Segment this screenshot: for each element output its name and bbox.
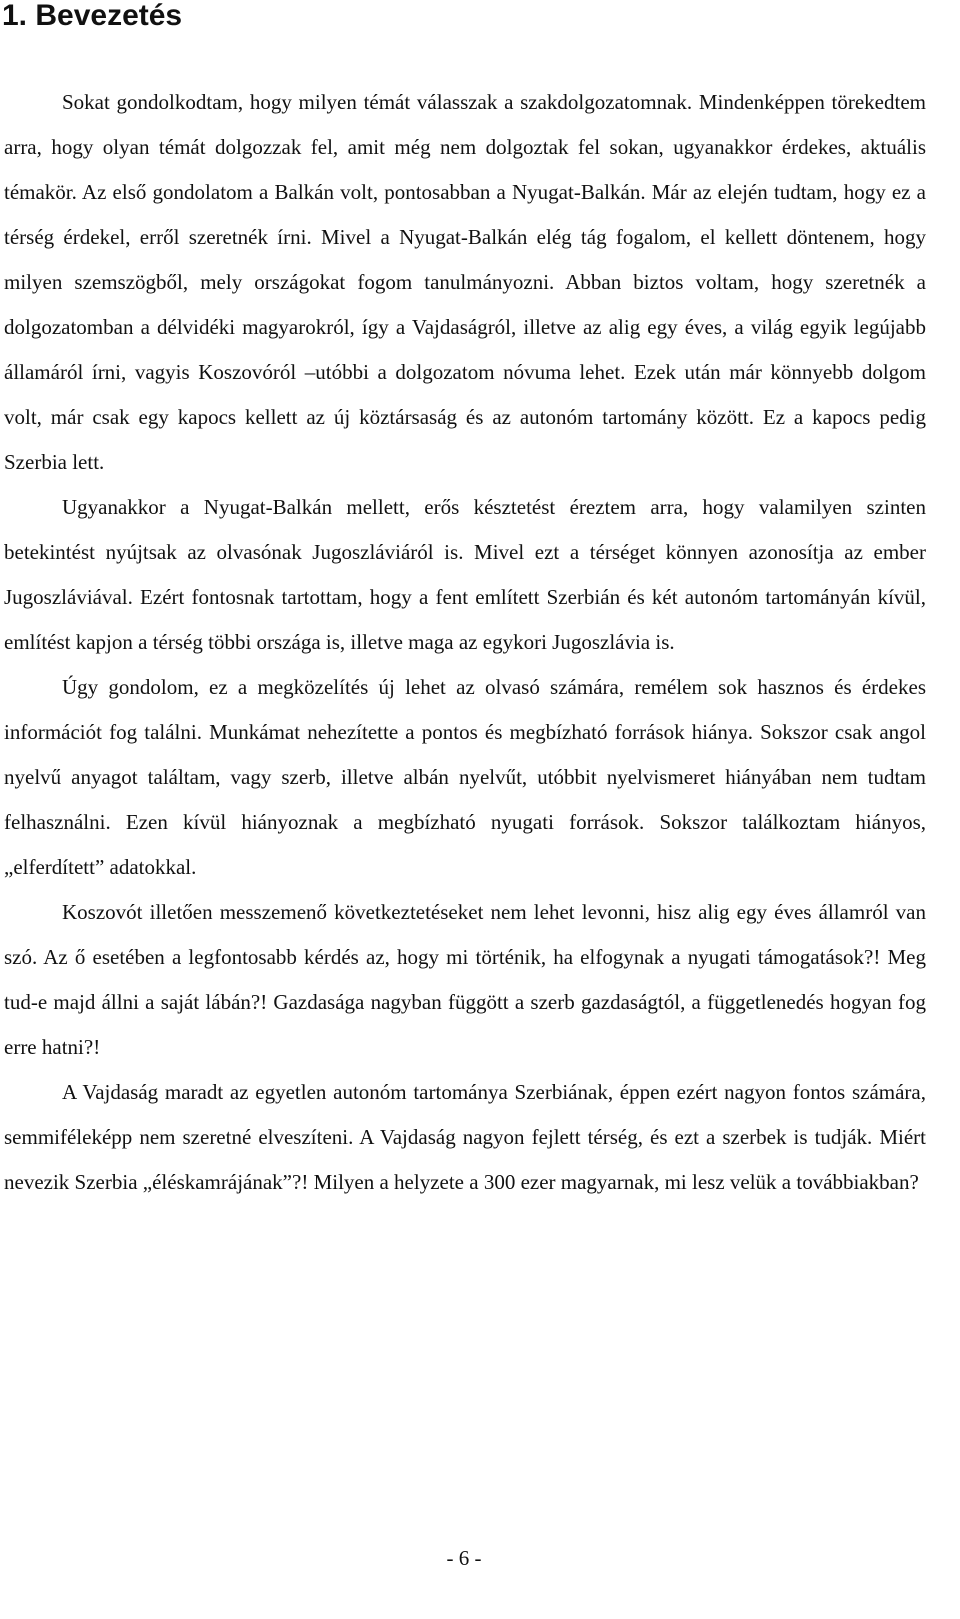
paragraph-1: Sokat gondolkodtam, hogy milyen témát válasszak a szakdolgozatomnak. Mindenképpen törekedtem arra, hogy olyan témát dolgozzak fel, amit még nem dolgoztak fel sokan, ugyanakkor érdekes, aktuális témakör. Az első gondolatom a Balkán volt, pontosabban a Nyugat-Balkán. Már az elején tudtam, hogy ez a térség érdekel, erről szeretnék írni. Mivel a Nyugat-Balkán elég tág fogalom, el kellett döntenem, hogy milyen szemszögből, mely országokat fogom tanulmányozni. Abban biztos voltam, hogy szeretnék a dolgozatomban a délvidéki magyarokról, így a Vajdaságról, illetve az alig egy éves, a világ egyik legújabb államáról írni, vagyis Koszovóról –utóbbi a dolgozatom nóvuma lehet. Ezek után már könnyebb dolgom volt, már csak egy kapocs kellett az új köztársaság és az autonóm tartomány között. Ez a kapocs pedig Szerbia lett. [4,90,926,474]
paragraph-4: Koszovót illetően messzemenő következtetéseket nem lehet levonni, hisz alig egy éves államról van szó. Az ő esetében a legfontosabb kérdés az, hogy mi történik, ha elfogynak a nyugati támogatások?! Meg tud-e majd állni a saját lábán?! Gazdasága nagyban függött a szerb gazdaságtól, a függetlenedés hogyan fog erre hatni?! [4,900,926,1059]
page-number: - 6 - [446,1546,482,1570]
paragraph-5: A Vajdaság maradt az egyetlen autonóm tartománya Szerbiának, éppen ezért nagyon fontos számára, semmiféleképp nem szeretné elveszíteni. A Vajdaság nagyon fejlett térség, és ezt a szerbek is tudják. Miért nevezik Szerbia „éléskamrájának”?! Milyen a helyzete a 300 ezer magyarnak, mi lesz velük a továbbiakban? [4,1080,926,1194]
paragraph-3: Úgy gondolom, ez a megközelítés új lehet az olvasó számára, remélem sok hasznos és érdekes információt fog találni. Munkámat nehezítette a pontos és megbízható források hiánya. Sokszor csak angol nyelvű anyagot találtam, vagy szerb, illetve albán nyelvűt, utóbbit nyelvismeret hiányában nem tudtam felhasználni. Ezen kívül hiányoznak a megbízható nyugati források. Sokszor találkoztam hiányos, „elferdített” adatokkal. [4,675,926,879]
body-text [4,80,926,1205]
section-heading: 1. Bevezetés [2,0,183,32]
paragraph-2: Ugyanakkor a Nyugat-Balkán mellett, erős késztetést éreztem arra, hogy valamilyen szinten betekintést nyújtsak az olvasónak Jugoszláviáról is. Mivel ezt a térséget könnyen azonosítja az ember Jugoszláviával. Ezért fontosnak tartottam, hogy a fent említett Szerbián és két autonóm tartományán kívül, említést kapjon a térség többi országa is, illetve maga az egykori Jugoszlávia is. [4,495,926,654]
page-number-container [0,1543,930,1573]
